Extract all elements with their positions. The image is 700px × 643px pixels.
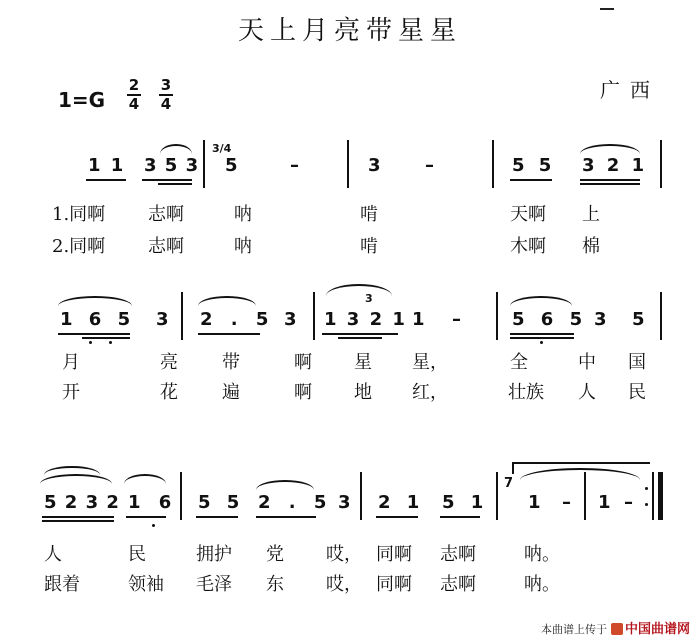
note: 1 (412, 309, 425, 330)
lyric: 1.同啊 (52, 204, 106, 225)
lyric: 上 (582, 204, 600, 225)
lyric: 月 (62, 352, 80, 373)
lyric: 花 (160, 382, 178, 403)
barline (360, 472, 362, 520)
lyric: 啊 (294, 382, 312, 403)
lyric: 志啊 (148, 236, 184, 257)
note-group: 1 6 5 (60, 309, 136, 330)
note: 3 (284, 309, 297, 330)
note-group: 2 . 5 (258, 492, 333, 513)
lyric: 呐。 (524, 544, 560, 565)
dash: – (452, 309, 461, 330)
watermark-prefix: 本曲谱上传于 (540, 623, 607, 636)
note: 3 (156, 309, 169, 330)
lyric: 地 (354, 382, 372, 403)
barline (492, 140, 494, 188)
lyric: 毛泽 (196, 574, 232, 595)
lyric: 民 (628, 382, 646, 403)
barline (181, 292, 183, 340)
lyric: 同啊 (376, 574, 412, 595)
note-group: 1 6 (128, 492, 178, 513)
note-group: 2 1 (378, 492, 425, 513)
time-change: 3/4 (212, 142, 232, 155)
barline (347, 140, 349, 188)
lyric: 呐。 (524, 574, 560, 595)
lyric: 跟着 (44, 574, 80, 595)
site-logo-icon (611, 623, 623, 635)
lyric: 中 (578, 352, 596, 373)
lyric: 党 (266, 544, 284, 565)
lyric: 拥护 (196, 544, 232, 565)
note-group: 3 5 3 (144, 155, 200, 176)
triplet-mark: 3 (365, 292, 373, 305)
lyric: 啃 (360, 236, 378, 257)
lyric: 志啊 (440, 544, 476, 565)
lyric: 人 (44, 544, 62, 565)
corner-dash (600, 8, 614, 10)
lyric: 带 (222, 352, 240, 373)
lyric: 呐 (234, 236, 252, 257)
lyric: 哎， (326, 544, 362, 565)
note-group: 1 3 2 1 (324, 309, 407, 330)
lyric: 哎， (326, 574, 362, 595)
lyric: 开 (62, 382, 80, 403)
note-group: 5 5 (512, 155, 556, 176)
lyric: 星 (354, 352, 372, 373)
lyric: 壮族 (508, 382, 544, 403)
meter-2-4 (126, 77, 142, 113)
dash: – (290, 155, 299, 176)
note-group: 3 2 1 (582, 155, 648, 176)
lyric: 2.同啊 (52, 236, 106, 257)
site-brand: 中国曲谱网 (624, 622, 690, 637)
volta-number: 7 (504, 476, 514, 491)
lyric: 星， (412, 352, 448, 373)
barline (203, 140, 205, 188)
lyric: 民 (128, 544, 146, 565)
meter-3-4 (158, 77, 174, 113)
note: 5 (632, 309, 645, 330)
lyric: 天啊 (510, 204, 546, 225)
dash: – (425, 155, 434, 176)
note-group: 2 . 5 (200, 309, 275, 330)
barline (660, 292, 662, 340)
lyric: 啃 (360, 204, 378, 225)
meter-numerator: 3 (160, 76, 172, 94)
meter-denominator: 4 (160, 95, 172, 113)
lyric: 红， (412, 382, 448, 403)
lyric: 领袖 (128, 574, 164, 595)
lyric: 同啊 (376, 544, 412, 565)
lyric: 东 (266, 574, 284, 595)
barline (496, 472, 498, 520)
song-title: 天上月亮带星星 (237, 16, 462, 46)
dash: – (624, 492, 633, 513)
lyric: 志啊 (148, 204, 184, 225)
lyric: 人 (578, 382, 596, 403)
dash: – (562, 492, 571, 513)
lyric: 遍 (222, 382, 240, 403)
song-origin: 广西 (600, 78, 660, 102)
lyric: 木啊 (510, 236, 546, 257)
repeat-barline-thin (652, 472, 654, 520)
note-group: 5 5 (198, 492, 245, 513)
lyric: 棉 (582, 236, 600, 257)
note-group: 5 6 5 (512, 309, 588, 330)
lyric: 亮 (160, 352, 178, 373)
note-group: 5 1 (442, 492, 489, 513)
repeat-barline-thick (658, 472, 663, 520)
barline (313, 292, 315, 340)
barline (660, 140, 662, 188)
barline (496, 292, 498, 340)
meter-numerator: 2 (128, 76, 140, 94)
note: 1 (528, 492, 541, 513)
source-watermark[interactable] (541, 618, 690, 637)
lyric: 志啊 (440, 574, 476, 595)
lyric: 国 (628, 352, 646, 373)
lyric: 全 (510, 352, 528, 373)
note-group: 5 2 3 2 (44, 492, 120, 513)
barline (180, 472, 182, 520)
note: 5 (225, 155, 238, 176)
meter-denominator: 4 (128, 95, 140, 113)
note: 3 (338, 492, 351, 513)
note: 3 (368, 155, 381, 176)
note: 3 (594, 309, 607, 330)
lyric: 啊 (294, 352, 312, 373)
note-group: 1 1 (88, 155, 126, 176)
note: 1 (598, 492, 611, 513)
lyric: 呐 (234, 204, 252, 225)
key-signature: 1=G (58, 88, 106, 112)
